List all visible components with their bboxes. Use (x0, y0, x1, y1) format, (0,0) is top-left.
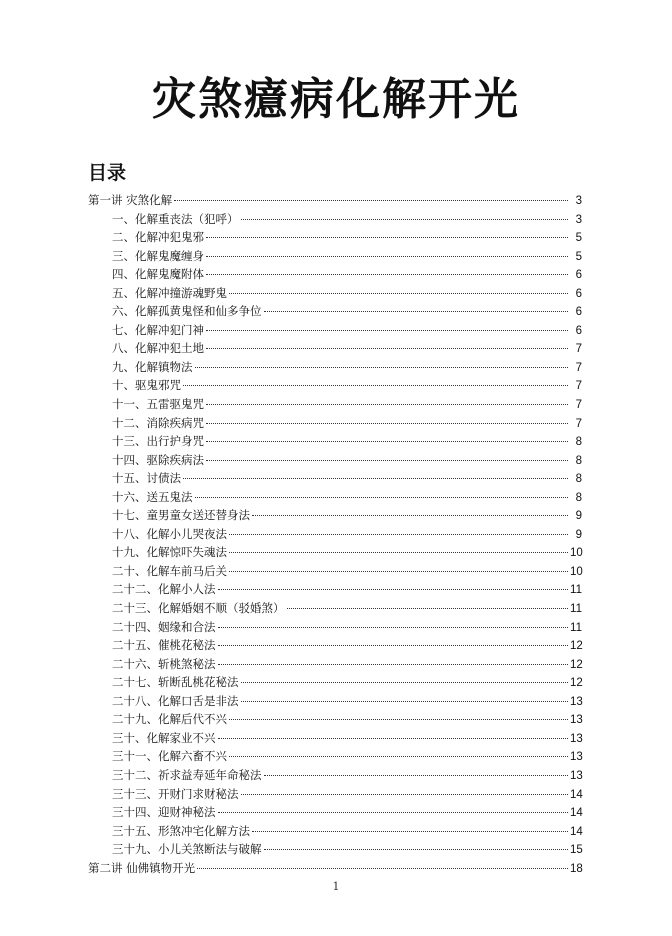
toc-entry[interactable] (88, 859, 582, 878)
toc-entry-page: 13 (570, 751, 583, 764)
toc-entry-page: 6 (575, 306, 582, 319)
toc-entry[interactable] (88, 191, 582, 210)
toc-entry[interactable] (88, 710, 582, 729)
toc-entry-label: 八、化解冲犯土地 (112, 341, 204, 356)
toc-entry-label: 二十六、斩桃煞秘法 (112, 656, 216, 671)
toc-entry-page: 8 (575, 454, 582, 467)
toc-entry[interactable] (88, 766, 582, 785)
toc-dot-leader (264, 775, 569, 776)
toc-entry[interactable] (88, 803, 582, 822)
toc-entry-label: 六、化解孤黄鬼怪和仙多争位 (112, 304, 262, 319)
toc-entry[interactable] (88, 655, 582, 674)
toc-entry-label: 五、化解冲撞游魂野鬼 (112, 285, 227, 300)
toc-dot-leader (218, 645, 569, 646)
toc-entry[interactable] (88, 599, 582, 618)
toc-entry[interactable] (88, 376, 582, 395)
toc-entry-page: 10 (570, 547, 583, 560)
toc-dot-leader (218, 738, 569, 739)
toc-entry-page: 11 (570, 603, 582, 616)
toc-entry-label: 二十九、化解后代不兴 (112, 712, 227, 727)
toc-entry-page: 5 (575, 250, 582, 263)
toc-dot-leader (241, 701, 569, 702)
toc-entry-label: 十六、送五鬼法 (112, 489, 193, 504)
toc-entry-label: 二十、化解车前马后关 (112, 563, 227, 578)
toc-entry[interactable] (88, 562, 582, 581)
toc-entry-page: 14 (570, 807, 583, 820)
table-of-contents (88, 191, 582, 877)
toc-entry-page: 13 (570, 769, 583, 782)
toc-entry-label: 十五、讨债法 (112, 471, 181, 486)
toc-entry[interactable] (88, 210, 582, 229)
toc-entry-page: 8 (575, 473, 582, 486)
toc-dot-leader (195, 497, 569, 498)
toc-entry-page: 13 (570, 732, 583, 745)
toc-entry[interactable] (88, 822, 582, 841)
toc-entry-page: 11 (570, 621, 582, 634)
toc-entry-page: 7 (575, 399, 582, 412)
toc-entry-page: 12 (570, 677, 583, 690)
toc-entry-label: 十二、消除疾病咒 (112, 415, 204, 430)
toc-entry-page: 14 (570, 788, 583, 801)
toc-entry-label: 十一、五雷驱鬼咒 (112, 397, 204, 412)
toc-entry[interactable] (88, 265, 582, 284)
toc-dot-leader (229, 534, 568, 535)
toc-entry[interactable] (88, 228, 582, 247)
toc-entry[interactable] (88, 339, 582, 358)
toc-dot-leader (229, 719, 568, 720)
toc-entry[interactable] (88, 414, 582, 433)
toc-entry-page: 9 (575, 510, 582, 523)
toc-dot-leader (206, 441, 568, 442)
toc-dot-leader (241, 219, 569, 220)
toc-entry-page: 5 (575, 232, 582, 245)
toc-dot-leader (241, 794, 569, 795)
toc-dot-leader (206, 256, 568, 257)
toc-entry-label: 二、化解冲犯鬼邪 (112, 230, 204, 245)
toc-entry-label: 二十七、斩断乱桃花秘法 (112, 675, 239, 690)
toc-entry-label: 九、化解镇物法 (112, 359, 193, 374)
toc-dot-leader (218, 812, 569, 813)
toc-entry-page: 3 (575, 213, 582, 226)
toc-entry-page: 12 (570, 640, 583, 653)
toc-entry[interactable] (88, 469, 582, 488)
toc-dot-leader (206, 274, 568, 275)
toc-entry-label: 四、化解鬼魔附体 (112, 267, 204, 282)
toc-entry-label: 第二讲 仙佛镇物开光 (88, 860, 196, 875)
toc-entry-label: 三十五、形煞冲宅化解方法 (112, 823, 250, 838)
toc-entry-label: 三十、化解家业不兴 (112, 730, 216, 745)
toc-entry[interactable] (88, 692, 582, 711)
toc-entry[interactable] (88, 488, 582, 507)
toc-entry-label: 十、驱鬼邪咒 (112, 378, 181, 393)
toc-entry-page: 8 (575, 436, 582, 449)
toc-entry-label: 三十九、小儿关煞断法与破解 (112, 842, 262, 857)
toc-entry[interactable] (88, 747, 582, 766)
toc-entry[interactable] (88, 432, 582, 451)
toc-entry[interactable] (88, 525, 582, 544)
toc-entry-label: 十九、化解惊吓失魂法 (112, 545, 227, 560)
toc-entry-label: 三十一、化解六畜不兴 (112, 749, 227, 764)
toc-dot-leader (264, 311, 569, 312)
toc-entry-page: 14 (570, 825, 583, 838)
toc-entry[interactable] (88, 302, 582, 321)
toc-dot-leader (206, 330, 568, 331)
document-title: 灾煞癔病化解开光 (152, 74, 520, 125)
toc-dot-leader (229, 293, 568, 294)
toc-entry[interactable] (88, 284, 582, 303)
toc-dot-leader (206, 348, 568, 349)
toc-entry-label: 十七、童男童女送还替身法 (112, 508, 250, 523)
toc-entry-label: 三十二、祈求益寿延年命秘法 (112, 767, 262, 782)
toc-entry[interactable] (88, 395, 582, 414)
toc-dot-leader (264, 849, 569, 850)
toc-dot-leader (229, 552, 568, 553)
toc-entry-label: 二十八、化解口舌是非法 (112, 693, 239, 708)
toc-entry-page: 15 (570, 844, 583, 857)
toc-entry-page: 7 (575, 361, 582, 374)
toc-entry[interactable] (88, 543, 582, 562)
toc-entry[interactable] (88, 580, 582, 599)
toc-entry-page: 13 (570, 695, 583, 708)
toc-entry-page: 8 (575, 491, 582, 504)
toc-dot-leader (206, 404, 568, 405)
toc-entry-label: 十三、出行护身咒 (112, 434, 204, 449)
toc-entry-label: 一、化解重丧法（犯呼） (112, 211, 239, 226)
toc-dot-leader (241, 682, 569, 683)
toc-entry-page: 18 (570, 862, 583, 875)
toc-dot-leader (229, 571, 568, 572)
toc-dot-leader (183, 478, 568, 479)
toc-entry-page: 12 (570, 658, 583, 671)
page-number: 1 (332, 880, 340, 893)
toc-dot-leader (252, 831, 568, 832)
toc-dot-leader (218, 627, 569, 628)
toc-dot-leader (197, 868, 568, 869)
toc-entry-label: 二十五、催桃花秘法 (112, 638, 216, 653)
toc-entry-page: 6 (575, 269, 582, 282)
toc-entry-label: 二十二、化解小人法 (112, 582, 216, 597)
toc-entry-page: 13 (570, 714, 583, 727)
toc-dot-leader (206, 423, 568, 424)
toc-entry[interactable] (88, 636, 582, 655)
toc-heading: 目录 (88, 162, 127, 184)
toc-entry[interactable] (88, 729, 582, 748)
toc-entry-page: 7 (575, 417, 582, 430)
toc-entry[interactable] (88, 840, 582, 859)
toc-dot-leader (218, 664, 569, 665)
toc-dot-leader (183, 385, 568, 386)
toc-entry[interactable] (88, 506, 582, 525)
toc-entry-label: 十八、化解小儿哭夜法 (112, 526, 227, 541)
toc-dot-leader (206, 460, 568, 461)
toc-entry-label: 三十三、开财门求财秘法 (112, 786, 239, 801)
toc-entry-page: 7 (575, 343, 582, 356)
toc-entry-page: 11 (570, 584, 582, 597)
toc-entry[interactable] (88, 321, 582, 340)
toc-dot-leader (218, 589, 569, 590)
toc-entry-label: 十四、驱除疾病法 (112, 452, 204, 467)
toc-entry-label: 三十四、迎财神秘法 (112, 805, 216, 820)
toc-entry-label: 第一讲 灾煞化解 (88, 193, 173, 207)
toc-entry-page: 6 (575, 287, 582, 300)
toc-dot-leader (287, 608, 569, 609)
toc-entry-page: 7 (575, 380, 582, 393)
toc-entry[interactable] (88, 358, 582, 377)
toc-entry[interactable] (88, 451, 582, 470)
toc-dot-leader (206, 237, 568, 238)
toc-entry-page: 6 (575, 324, 582, 337)
toc-entry-page: 9 (575, 528, 582, 541)
toc-dot-leader (174, 200, 568, 201)
toc-entry[interactable] (88, 673, 582, 692)
toc-entry[interactable] (88, 247, 582, 266)
toc-entry-label: 二十三、化解婚姻不顺（驳婚煞） (112, 601, 285, 616)
toc-dot-leader (195, 367, 569, 368)
toc-entry-label: 二十四、姻缘和合法 (112, 619, 216, 634)
toc-entry-label: 七、化解冲犯门神 (112, 322, 204, 337)
toc-entry[interactable] (88, 618, 582, 637)
toc-entry-page: 10 (570, 565, 583, 578)
toc-dot-leader (252, 515, 568, 516)
toc-entry-page: 3 (575, 195, 582, 207)
toc-entry[interactable] (88, 785, 582, 804)
toc-entry-label: 三、化解鬼魔缠身 (112, 248, 204, 263)
toc-dot-leader (229, 756, 568, 757)
